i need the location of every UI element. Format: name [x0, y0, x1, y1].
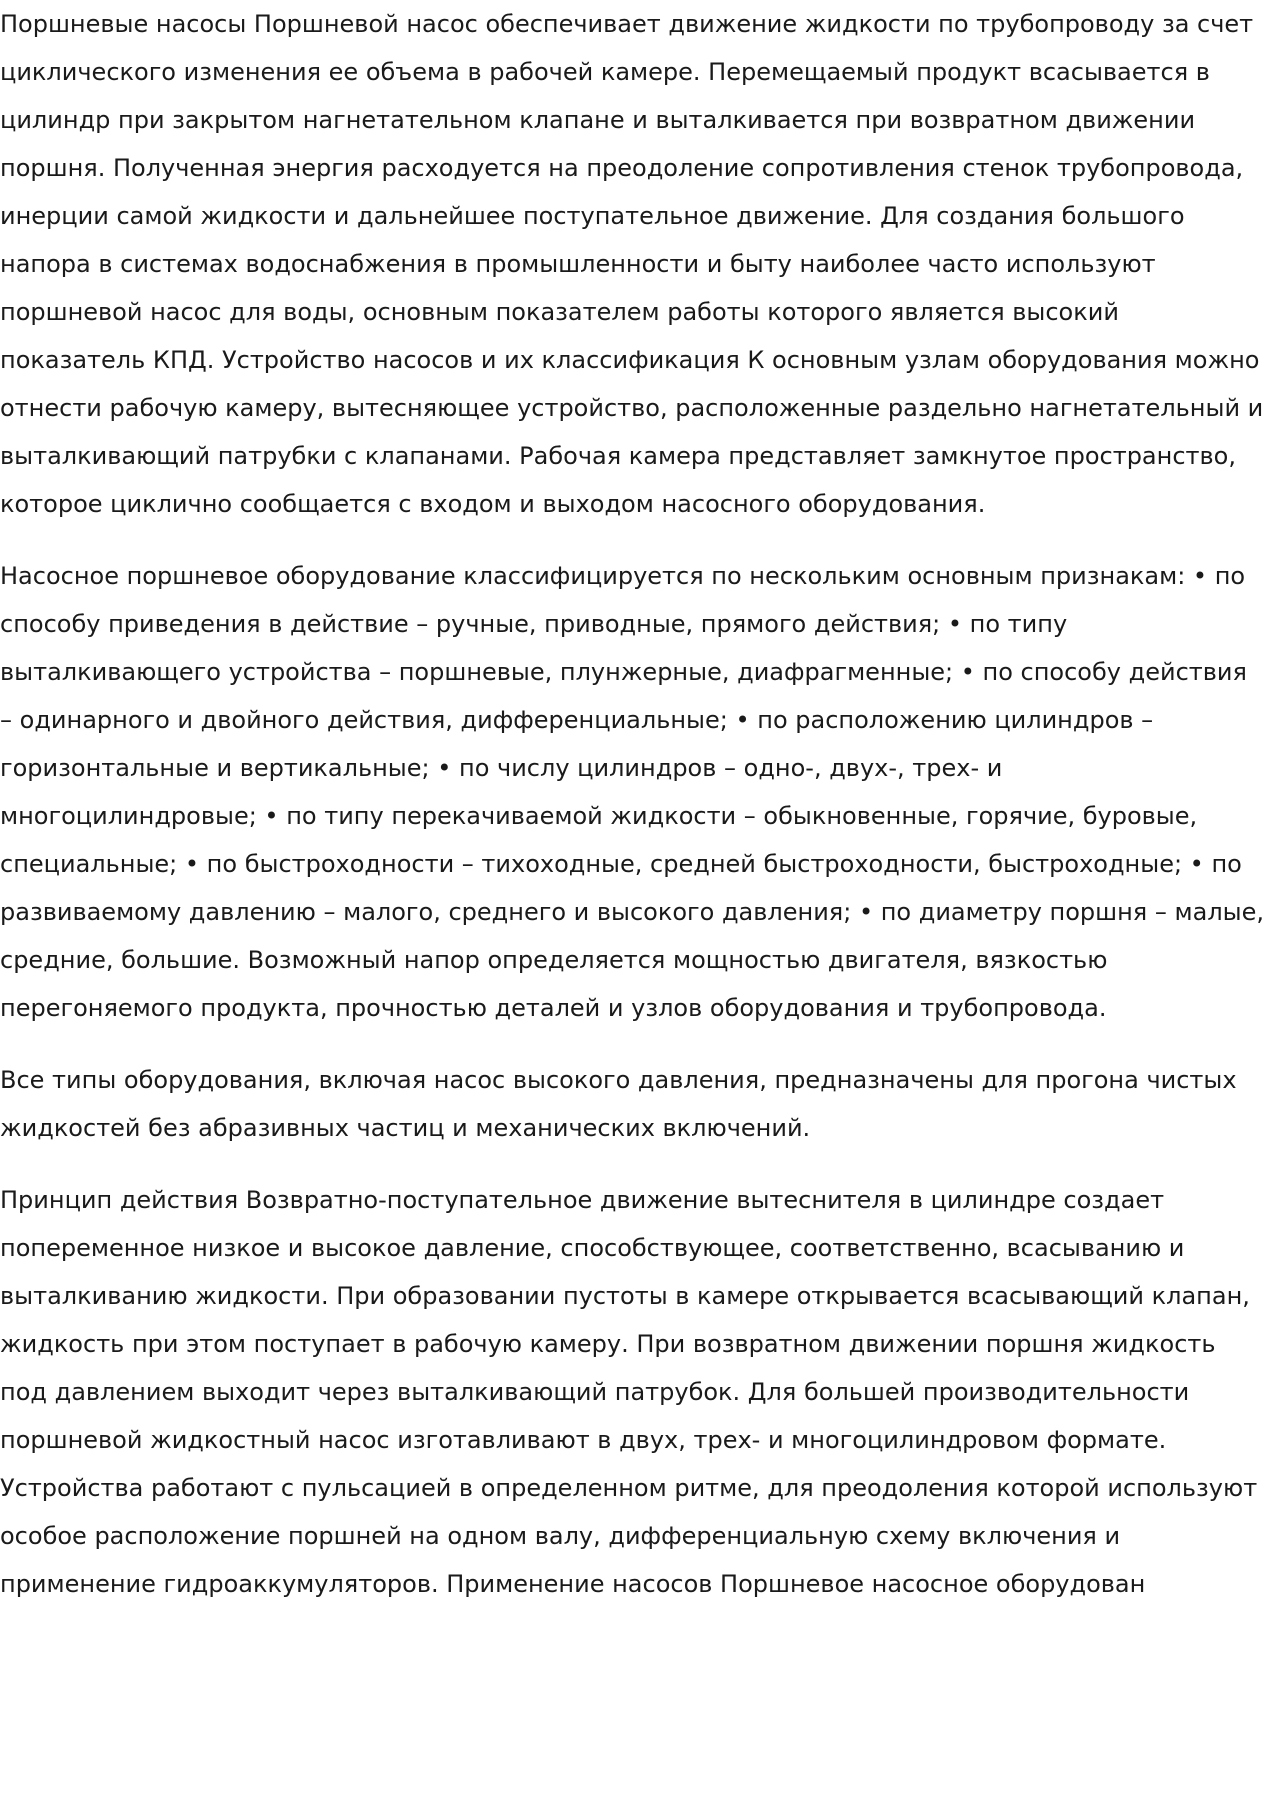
paragraph-intro: Поршневые насосы Поршневой насос обеспечивает движение жидкости по трубопроводу за счет циклического изменения ее объема в рабочей камере. Перемещаемый продукт всасывается в цилиндр при закрытом нагнетательном клапане и выталкивается при возвратном движении поршня. Полученная энергия расходуется на преодоление сопротивления стенок трубопровода, инерции самой жидкости и дальнейшее поступательное движение. Для создания большого напора в системах водоснабжения в промышленности и быту наиболее часто используют поршневой насос для воды, основным показателем работы которого является высокий показатель КПД. Устройство насосов и их классификация К основным узлам оборудования можно отнести рабочую камеру, вытесняющее устройство, расположенные раздельно нагнетательный и выталкивающий патрубки с клапанами. Рабочая камера представляет замкнутое пространство, которое циклично сообщается с входом и выходом насосного оборудования.: [0, 10, 1264, 518]
paragraph-operating-principle: Принцип действия Возвратно-поступательное движение вытеснителя в цилиндре создает попеременное низкое и высокое давление, способствующее, соответственно, всасыванию и выталкиванию жидкости. При образовании пустоты в камере открывается всасывающий клапан, жидкость при этом поступает в рабочую камеру. При возвратном движении поршня жидкость под давлением выходит через выталкивающий патрубок. Для большей производительности поршневой жидкостный насос изготавливают в двух, трех- и многоцилиндровом формате. Устройства работают с пульсацией в определенном ритме, для преодоления которой используют особое расположение поршней на одном валу, дифференциальную схему включения и применение гидроаккумуляторов. Применение насосов Поршневое насосное оборудован: [0, 1186, 1258, 1598]
paragraph-usage-note: Все типы оборудования, включая насос высокого давления, предназначены для прогона чистых жидкостей без абразивных частиц и механических включений.: [0, 1066, 1237, 1142]
paragraph-classification: Насосное поршневое оборудование классифицируется по нескольким основным признакам: • по способу приведения в действие – ручные, приводные, прямого действия; • по типу выталкивающего устройства – поршневые, плунжерные, диафрагменные; • по способу действия – одинарного и двойного действия, дифференциальные; • по расположению цилиндров – горизонтальные и вертикальные; • по числу цилиндров – одно-, двух-, трех- и многоцилиндровые; • по типу перекачиваемой жидкости – обыкновенные, горячие, буровые, специальные; • по быстроходности – тихоходные, средней быстроходности, быстроходные; • по развиваемому давлению – малого, среднего и высокого давления; • по диаметру поршня – малые, средние, большие. Возможный напор определяется мощностью двигателя, вязкостью перегоняемого продукта, прочностью деталей и узлов оборудования и трубопровода.: [0, 562, 1264, 1022]
